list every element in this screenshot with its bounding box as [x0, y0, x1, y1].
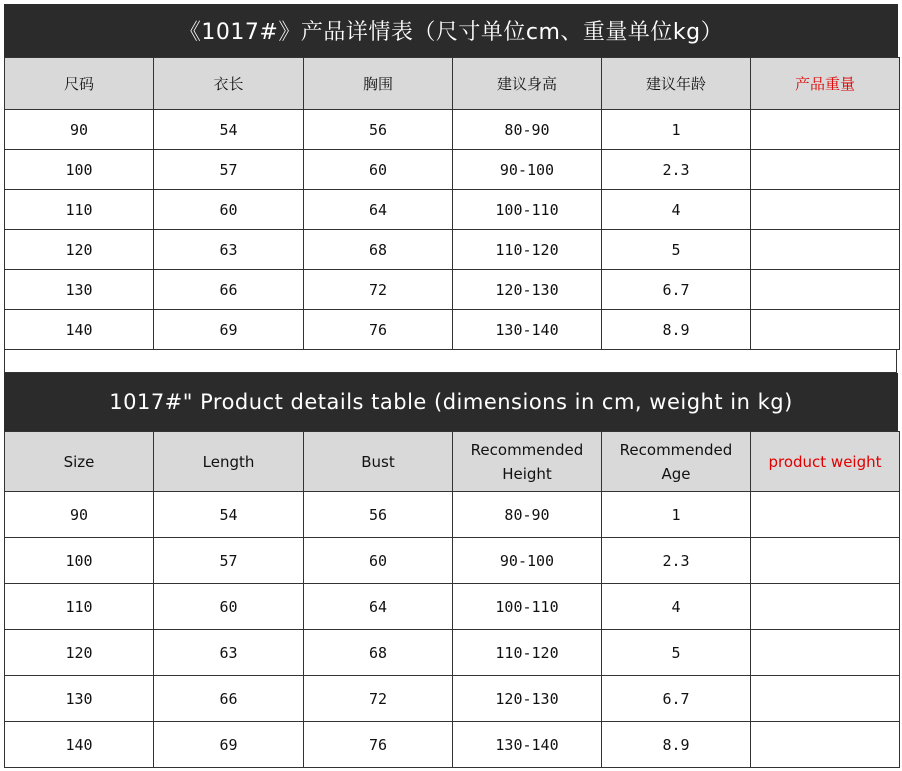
weight-cell [751, 230, 900, 270]
bust-header: Bust [304, 432, 453, 492]
size-cell: 100 [5, 538, 154, 584]
age-cell: 8.9 [602, 722, 751, 768]
weight-cell [751, 676, 900, 722]
weight-cell [751, 150, 900, 190]
size-cell: 130 [5, 676, 154, 722]
bust-cell: 64 [304, 584, 453, 630]
length-cell: 66 [154, 270, 304, 310]
size-cell: 120 [5, 630, 154, 676]
cn-table-title: 《1017#》产品详情表（尺寸单位cm、重量单位kg） [4, 4, 898, 57]
en-size-table [4, 431, 900, 768]
height-cell: 130-140 [453, 310, 602, 350]
height-header: Recommended Height [453, 432, 602, 492]
height-cell: 90-100 [453, 150, 602, 190]
length-cell: 54 [154, 110, 304, 150]
size-header: 尺码 [5, 58, 154, 110]
bust-cell: 76 [304, 722, 453, 768]
height-cell: 110-120 [453, 230, 602, 270]
weight-cell [751, 538, 900, 584]
size-header: Size [5, 432, 154, 492]
bust-cell: 72 [304, 270, 453, 310]
bust-cell: 72 [304, 676, 453, 722]
bust-cell: 64 [304, 190, 453, 230]
age-cell: 2.3 [602, 150, 751, 190]
length-cell: 69 [154, 310, 304, 350]
age-header: 建议年龄 [602, 58, 751, 110]
length-cell: 57 [154, 538, 304, 584]
length-cell: 63 [154, 630, 304, 676]
bust-cell: 76 [304, 310, 453, 350]
bust-cell: 68 [304, 630, 453, 676]
age-cell: 2.3 [602, 538, 751, 584]
weight-cell [751, 584, 900, 630]
height-cell: 100-110 [453, 190, 602, 230]
table-header-row [5, 432, 900, 492]
length-cell: 60 [154, 190, 304, 230]
age-cell: 4 [602, 584, 751, 630]
age-cell: 4 [602, 190, 751, 230]
size-cell: 110 [5, 584, 154, 630]
size-cell: 130 [5, 270, 154, 310]
weight-header: product weight [751, 432, 900, 492]
length-header: 衣长 [154, 58, 304, 110]
table-separator [4, 349, 897, 373]
length-cell: 63 [154, 230, 304, 270]
table-row [5, 722, 900, 768]
length-cell: 66 [154, 676, 304, 722]
table-header-row [5, 58, 900, 110]
weight-cell [751, 110, 900, 150]
age-cell: 5 [602, 230, 751, 270]
size-cell: 90 [5, 492, 154, 538]
height-header: 建议身高 [453, 58, 602, 110]
size-cell: 120 [5, 230, 154, 270]
table-row [5, 270, 900, 310]
weight-cell [751, 190, 900, 230]
table-row [5, 190, 900, 230]
length-header: Length [154, 432, 304, 492]
bust-cell: 60 [304, 538, 453, 584]
table-row [5, 630, 900, 676]
age-cell: 8.9 [602, 310, 751, 350]
length-cell: 57 [154, 150, 304, 190]
age-cell: 6.7 [602, 270, 751, 310]
weight-cell [751, 310, 900, 350]
age-cell: 6.7 [602, 676, 751, 722]
length-cell: 60 [154, 584, 304, 630]
bust-cell: 56 [304, 110, 453, 150]
height-cell: 120-130 [453, 676, 602, 722]
height-cell: 80-90 [453, 110, 602, 150]
height-cell: 100-110 [453, 584, 602, 630]
table-row [5, 110, 900, 150]
length-cell: 69 [154, 722, 304, 768]
weight-header: 产品重量 [751, 58, 900, 110]
table-row [5, 310, 900, 350]
height-cell: 90-100 [453, 538, 602, 584]
age-cell: 1 [602, 110, 751, 150]
height-cell: 130-140 [453, 722, 602, 768]
en-table-title: 1017#" Product details table (dimensions in cm, weight in kg) [4, 373, 898, 431]
table-row [5, 584, 900, 630]
table-row [5, 676, 900, 722]
age-cell: 5 [602, 630, 751, 676]
length-cell: 54 [154, 492, 304, 538]
height-cell: 110-120 [453, 630, 602, 676]
weight-cell [751, 630, 900, 676]
age-header: Recommended Age [602, 432, 751, 492]
weight-cell [751, 722, 900, 768]
size-cell: 140 [5, 310, 154, 350]
table-row [5, 150, 900, 190]
height-cell: 80-90 [453, 492, 602, 538]
table-row [5, 492, 900, 538]
size-cell: 110 [5, 190, 154, 230]
size-cell: 140 [5, 722, 154, 768]
size-cell: 100 [5, 150, 154, 190]
bust-header: 胸围 [304, 58, 453, 110]
weight-cell [751, 270, 900, 310]
bust-cell: 68 [304, 230, 453, 270]
table-row [5, 230, 900, 270]
age-cell: 1 [602, 492, 751, 538]
height-cell: 120-130 [453, 270, 602, 310]
size-cell: 90 [5, 110, 154, 150]
cn-size-table [4, 57, 900, 350]
bust-cell: 56 [304, 492, 453, 538]
bust-cell: 60 [304, 150, 453, 190]
table-row [5, 538, 900, 584]
weight-cell [751, 492, 900, 538]
